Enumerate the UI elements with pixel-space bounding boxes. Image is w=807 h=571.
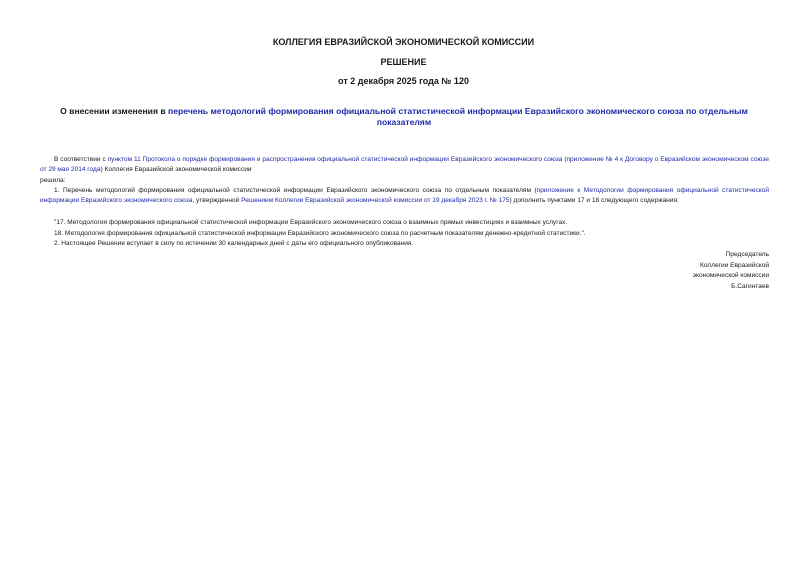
signature-position: Председатель — [725, 251, 769, 258]
item-2-text: 2. Настоящее Решение вступает в силу по истечении 30 календарных дней с даты его официального опубликования. — [54, 240, 414, 247]
preamble-paragraph — [40, 155, 769, 175]
subject-link[interactable]: перечень методологий формирования официальной статистической информации Евразийского экономического союза по отдельным показателям — [168, 106, 748, 127]
signatory-name: Б.Сагинтаев — [731, 282, 769, 290]
organization-heading: КОЛЛЕГИЯ ЕВРАЗИЙСКОЙ ЭКОНОМИЧЕСКОЙ КОМИССИИ — [272, 37, 535, 47]
point-18-text: 18. Методология формирования официальной статистической информации Евразийского экономического союза по расчетным показателям денежно-кредитной статистики.". — [54, 230, 586, 237]
preamble-text-2: ( — [562, 156, 567, 163]
signature-block — [693, 250, 769, 292]
item-1-text-2: , утвержденной — [192, 197, 242, 204]
date-number-heading: от 2 декабря 2025 года № 120 — [338, 76, 469, 86]
methodology-annex-link[interactable]: приложение к Методологии формирования официальной статистической информации Евразийского экономического союза — [40, 187, 769, 204]
preamble-text-3: ) Коллегия Евразийской экономической комиссии — [100, 166, 252, 173]
resolved-paragraph — [40, 176, 769, 186]
item-1-text-3: ) дополнить пунктами 17 и 18 следующего содержания: — [509, 197, 679, 204]
decision-175-link[interactable]: Решением Коллегии Евразийской экономической комиссии от 19 декабря 2023 г. № 175 — [241, 197, 510, 204]
item-2-paragraph — [40, 239, 769, 249]
point-17-paragraph — [40, 218, 769, 228]
subject-title — [40, 106, 768, 128]
item-1-text-1: 1. Перечень методологий формирования официальной статистической информации Евразийского экономического союза по отдельным показателям ( — [54, 187, 537, 194]
preamble-text-1: В соответствии с — [54, 156, 108, 163]
resolved-text: решила: — [40, 177, 66, 184]
point-18-paragraph — [40, 229, 769, 239]
subject-prefix: О внесении изменения в — [60, 106, 169, 116]
treaty-annex-link[interactable]: приложение № 4 к Договору о Евразийском экономическом союзе от 29 мая 2014 года — [40, 156, 769, 173]
document-type-heading: РЕШЕНИЕ — [380, 57, 427, 67]
signature-body-line-1: Коллегии Евразийской — [700, 261, 769, 269]
item-1-paragraph — [40, 186, 769, 206]
protocol-link[interactable]: пунктом 11 Протокола о порядке формирования и распространения официальной статистической информации Евразийского экономического союза — [107, 156, 563, 163]
point-17-text: "17. Методология формирования официальной статистической информации Евразийского экономического союза о взаимных прямых инвестициях и взаимных услугах. — [54, 219, 568, 226]
signature-body-line-2: экономической комиссии — [692, 272, 769, 279]
